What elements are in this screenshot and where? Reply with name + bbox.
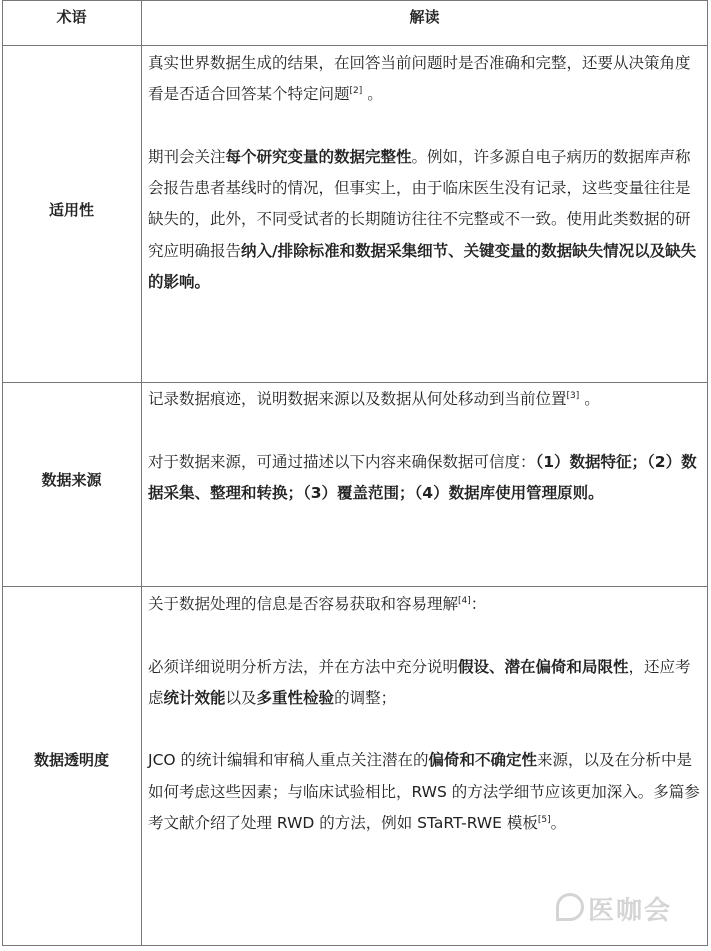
- row-divider: [2, 45, 708, 46]
- emphasis: 多重性检验: [256, 688, 335, 707]
- terms-table: [2, 0, 708, 946]
- interpretation-data-transparency: [148, 589, 704, 839]
- emphasis: 偏倚和不确定性: [428, 751, 538, 770]
- term-data-source: 数据来源: [41, 471, 102, 489]
- header-term: 术语: [56, 8, 87, 26]
- row-divider: [2, 382, 708, 383]
- emphasis: 假设、潜在偏倚和局限性: [458, 657, 629, 676]
- watermark-icon: [556, 893, 584, 921]
- term-data-transparency: 数据透明度: [33, 751, 109, 769]
- paragraph: 记录数据痕迹，说明数据来源以及数据从何处移动到当前位置[3] 。: [148, 390, 600, 408]
- citation-ref: [2]: [349, 86, 363, 97]
- citation-ref: [4]: [458, 596, 471, 606]
- row-divider: [2, 586, 708, 587]
- watermark-logo: 医咖会: [556, 890, 686, 926]
- paragraph: 期刊会关注每个研究变量的数据完整性。例如，许多源自电子病历的数据库声称会报告患者基线时的情况，但事实上，由于临床医生没有记录，这些变量往往是缺失的，此外，不同受试者的长期随访往往不完整或不一致。使用此类数据的研究应明确报告纳入/排除标准和数据采集细节、关键变量的数据缺失情况以及缺失的影响。: [148, 147, 697, 292]
- citation-ref: [5]: [537, 815, 551, 826]
- paragraph: JCO 的统计编辑和审稿人重点关注潜在的偏倚和不确定性来源，以及在分析中是如何考虑这些因素；与临床试验相比，RWS 的方法学细节应该更加深入。多篇参考文献介绍了处理 RWD 的方法，例如 STaRT-RWE 模板[5]。: [148, 751, 700, 833]
- table-border-right: [707, 0, 708, 946]
- emphasis: （1）数据特征；（2）数据采集、整理和转换；（3）覆盖范围；（4）数据库使用管理原则。: [148, 452, 697, 502]
- paragraph: 对于数据来源，可通过描述以下内容来确保数据可信度：（1）数据特征；（2）数据采集、整理和转换；（3）覆盖范围；（4）数据库使用管理原则。: [148, 452, 697, 502]
- paragraph: 必须详细说明分析方法，并在方法中充分说明假设、潜在偏倚和局限性，还应考虑统计效能以及多重性检验的调整；: [148, 657, 691, 707]
- emphasis: 纳入/排除标准和数据采集细节、关键变量的数据缺失情况以及缺失的影响。: [148, 241, 697, 292]
- paragraph: 关于数据处理的信息是否容易获取和容易理解[4]：: [148, 595, 487, 613]
- table-border-top: [2, 0, 708, 1]
- interpretation-applicability: [148, 48, 704, 298]
- citation-ref: [3]: [566, 391, 580, 401]
- table-border-bottom: [2, 945, 708, 946]
- term-applicability: 适用性: [48, 201, 94, 219]
- header-interpretation: 解读: [409, 8, 440, 26]
- emphasis: 每个研究变量的数据完整性: [225, 147, 412, 166]
- column-divider: [141, 0, 142, 946]
- emphasis: 统计效能: [163, 688, 226, 707]
- interpretation-data-source: [148, 384, 704, 509]
- paragraph: 真实世界数据生成的结果，在回答当前问题时是否准确和完整，还要从决策角度看是否适合回答某个特定问题[2] 。: [148, 54, 691, 104]
